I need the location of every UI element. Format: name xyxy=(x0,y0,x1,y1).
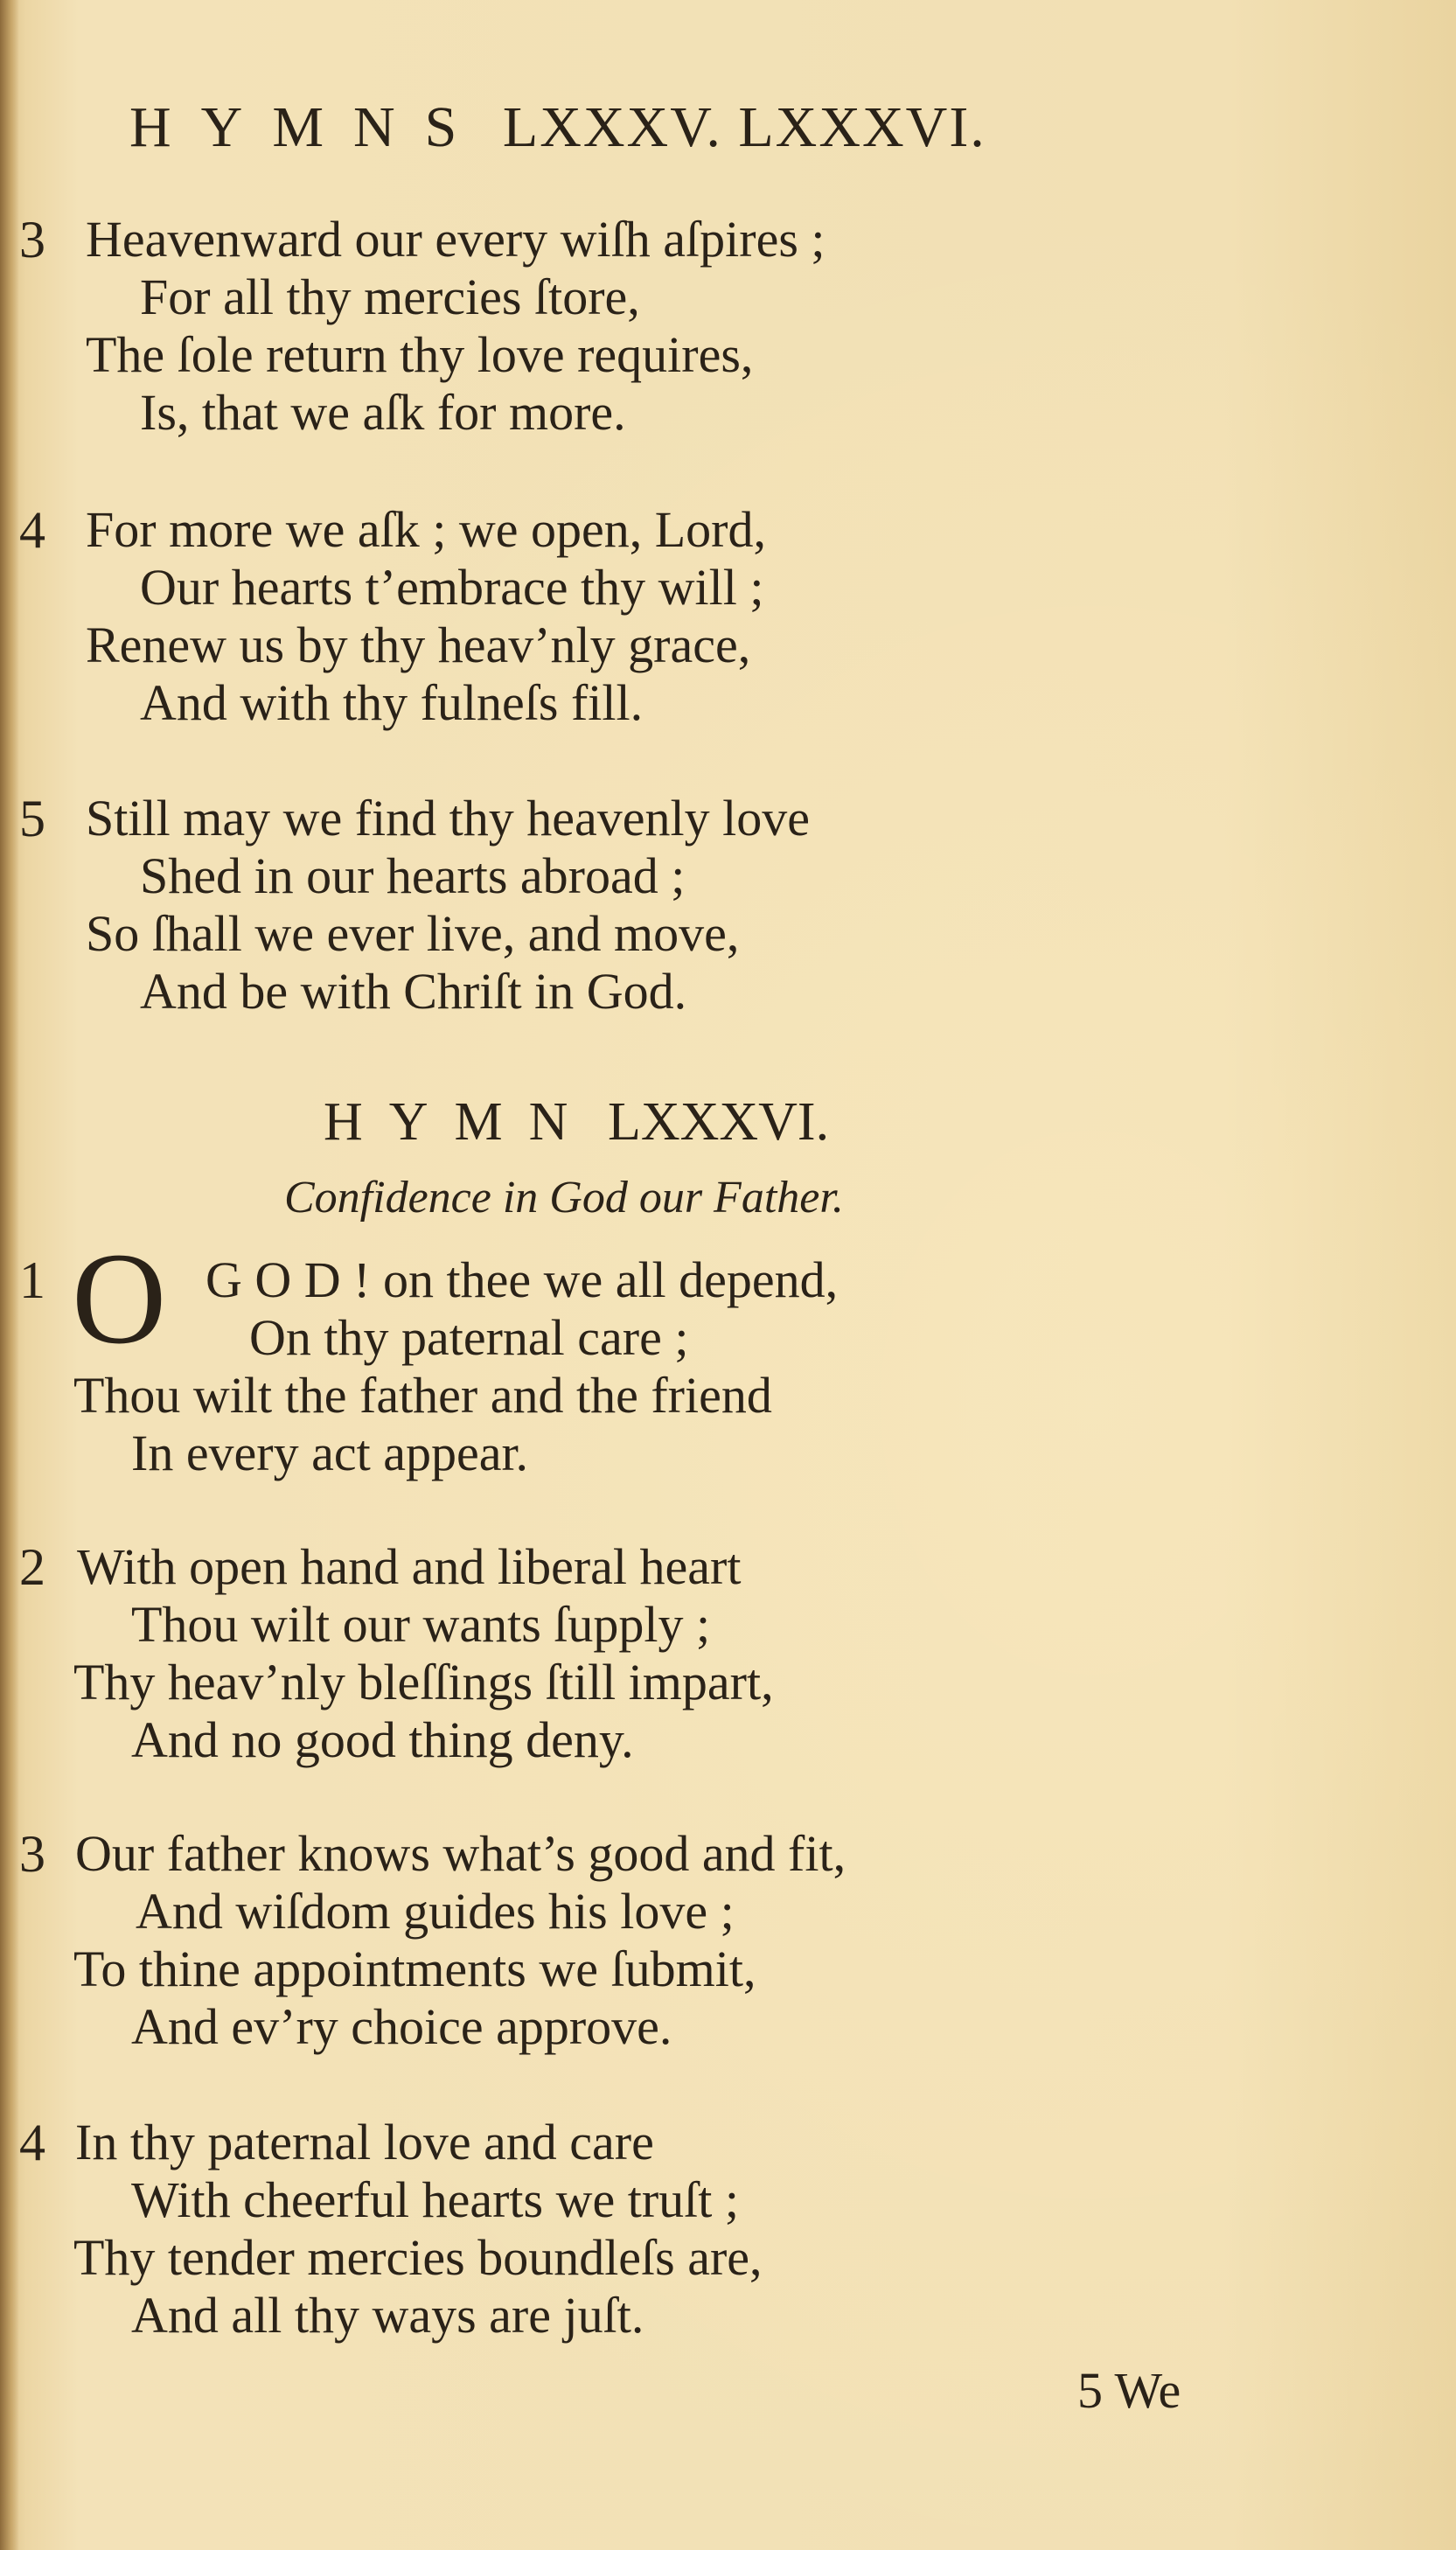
verse-line: For all thy mercies ſtore, xyxy=(140,268,640,325)
verse-line: Thy heav’nly bleſſings ſtill impart, xyxy=(73,1654,774,1710)
verse-number: 2 xyxy=(19,1538,45,1596)
verse-line: Thou wilt the father and the friend xyxy=(73,1367,772,1424)
verse-line: Our hearts t’embrace thy will ; xyxy=(140,559,764,616)
verse-line: Still may we find thy heavenly love xyxy=(86,790,810,847)
verse-line: In every act appear. xyxy=(131,1425,529,1481)
verse-line: Is, that we aſk for more. xyxy=(140,384,626,441)
verse-line: Thou wilt our wants ſupply ; xyxy=(131,1596,711,1653)
verse-line: In thy paternal love and care xyxy=(75,2114,654,2170)
verse-line: And no good thing deny. xyxy=(131,1711,634,1768)
hymn-subtitle: Confidence in God our Father. xyxy=(284,1173,844,1223)
page-gutter xyxy=(0,0,19,2550)
verse-line: For more we aſk ; we open, Lord, xyxy=(86,501,766,558)
verse-line: Shed in our hearts abroad ; xyxy=(140,847,686,904)
verse-line: With cheerful hearts we truſt ; xyxy=(131,2171,740,2228)
verse-line: Heavenward our every wiſh aſpires ; xyxy=(86,211,826,268)
hymn-title xyxy=(324,1091,829,1153)
hymn-title-number: LXXXVI. xyxy=(607,1092,830,1152)
verse-line: And wiſdom guides his love ; xyxy=(136,1883,735,1940)
verse-line: Renew us by thy heav’nly grace, xyxy=(86,617,751,673)
drop-capital: O xyxy=(72,1226,167,1371)
header-numbers: LXXXV. LXXXVI. xyxy=(502,95,986,159)
verse-line: The ſole return thy love requires, xyxy=(86,326,754,383)
verse-number: 3 xyxy=(19,1825,45,1883)
verse-line: So ſhall we ever live, and move, xyxy=(86,905,740,962)
verse-line: With open hand and liberal heart xyxy=(77,1538,742,1595)
verse-number: 1 xyxy=(19,1251,45,1309)
running-header xyxy=(129,94,986,161)
verse-number: 4 xyxy=(19,501,45,559)
header-word: HYMNS xyxy=(129,95,487,159)
hymn-title-word: HYMN xyxy=(324,1092,595,1152)
catchword: 5 We xyxy=(1077,2362,1181,2419)
verse-number: 3 xyxy=(19,211,45,268)
verse-number: 4 xyxy=(19,2114,45,2171)
verse-line: On thy paternal care ; xyxy=(249,1309,689,1366)
verse-line: And ev’ry choice approve. xyxy=(131,1998,672,2055)
verse-line: And all thy ways are juſt. xyxy=(131,2287,644,2344)
verse-line: G O D ! on thee we all depend, xyxy=(206,1251,839,1308)
verse-line: And be with Chriſt in God. xyxy=(140,963,687,1020)
verse-line: To thine appointments we ſubmit, xyxy=(73,1940,756,1997)
verse-line: Thy tender mercies boundleſs are, xyxy=(73,2229,763,2286)
verse-line: And with thy fulneſs fill. xyxy=(140,674,644,731)
verse-line: Our father knows what’s good and fit, xyxy=(75,1825,846,1882)
verse-number: 5 xyxy=(19,790,45,847)
